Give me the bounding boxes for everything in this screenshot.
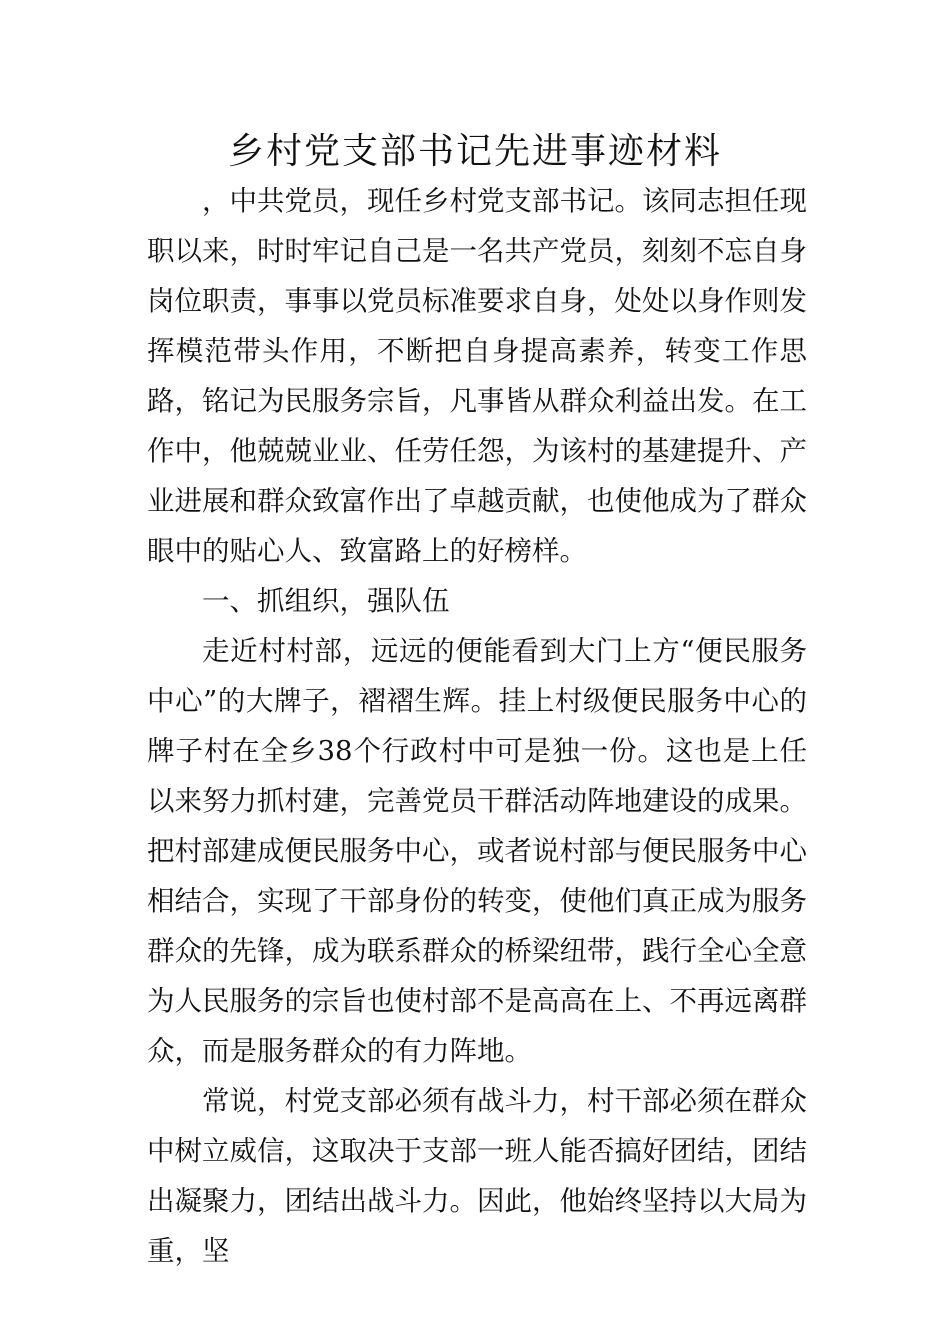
- section-heading: 一、抓组织，强队伍: [202, 585, 450, 617]
- paragraph-unity: 常说，村党支部必须有战斗力，村干部必须在群众中树立威信，这取决于支部一班人能否搞好团结，团结出凝聚力，团结出战斗力。因此，他始终坚持以大局为重，坚: [147, 1085, 807, 1267]
- document-title: 乡村党支部书记先进事迹材料: [227, 131, 722, 172]
- document-body: [147, 176, 807, 1276]
- paragraph-intro: ，中共党员，现任乡村党支部书记。该同志担任现职以来，时时牢记自己是一名共产党员，刻刻不忘自身岗位职责，事事以党员标准要求自身，处处以身作则发挥模范带头作用，不断把自身提高素养，转变工作思路，铭记为民服务宗旨，凡事皆从群众利益出发。在工作中，他兢兢业业、任劳任怨，为该村的基建提升、产业进展和群众致富作出了卓越贡献，也使他成为了群众眼中的贴心人、致富路上的好榜样。: [147, 185, 807, 567]
- paragraph-service-center: 走近村村部，远远的便能看到大门上方“便民服务中心”的大牌子，褶褶生辉。挂上村级便民服务中心的牌子村在全乡38个行政村中可是独一份。这也是上任以来努力抓村建，完善党员干群活动阵地建设的成果。把村部建成便民服务中心，或者说村部与便民服务中心相结合，实现了干部身份的转变，使他们真正成为服务群众的先锋，成为联系群众的桥梁纽带，践行全心全意为人民服务的宗旨也使村部不是高高在上、不再远离群众，而是服务群众的有力阵地。: [147, 635, 807, 1067]
